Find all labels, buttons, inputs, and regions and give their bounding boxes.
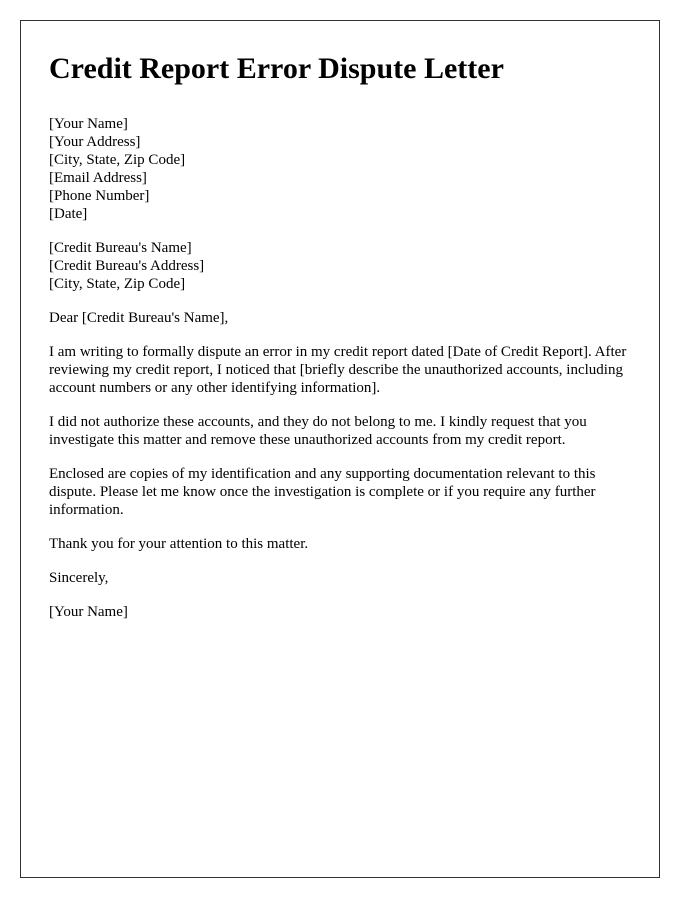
letter-date: [Date] xyxy=(49,206,88,222)
recipient-address: [Credit Bureau's Address] xyxy=(49,258,205,274)
closing: Sincerely, xyxy=(49,570,109,586)
recipient-address-block xyxy=(49,239,639,293)
sender-phone: [Phone Number] xyxy=(49,188,150,204)
letter-title: Credit Report Error Dispute Letter xyxy=(49,52,504,85)
sender-name: [Your Name] xyxy=(49,116,128,132)
recipient-name: [Credit Bureau's Name] xyxy=(49,240,192,256)
sender-address: [Your Address] xyxy=(49,134,141,150)
body-paragraph-thanks: Thank you for your attention to this matter. xyxy=(49,536,309,552)
body-paragraph-dispute: I am writing to formally dispute an error in my credit report dated [Date of Credit Report]. After reviewing my credit report, I noticed that [briefly describe the unauthorized accounts, including account numbers or any other identifying information]. xyxy=(49,344,627,396)
body-paragraph-request: I did not authorize these accounts, and they do not belong to me. I kindly request that you investigate this matter and remove these unauthorized accounts from my credit report. xyxy=(49,414,587,448)
sender-email: [Email Address] xyxy=(49,170,147,186)
signature-name: [Your Name] xyxy=(49,604,128,620)
body-paragraph-enclosures: Enclosed are copies of my identification and any supporting documentation relevant to this dispute. Please let me know once the investigation is complete or if you require any further information. xyxy=(49,466,596,518)
letter-content xyxy=(49,49,639,637)
recipient-city-state-zip: [City, State, Zip Code] xyxy=(49,276,186,292)
sender-city-state-zip: [City, State, Zip Code] xyxy=(49,152,186,168)
salutation: Dear [Credit Bureau's Name], xyxy=(49,310,229,326)
sender-address-block xyxy=(49,115,639,223)
letter-page xyxy=(20,20,660,878)
